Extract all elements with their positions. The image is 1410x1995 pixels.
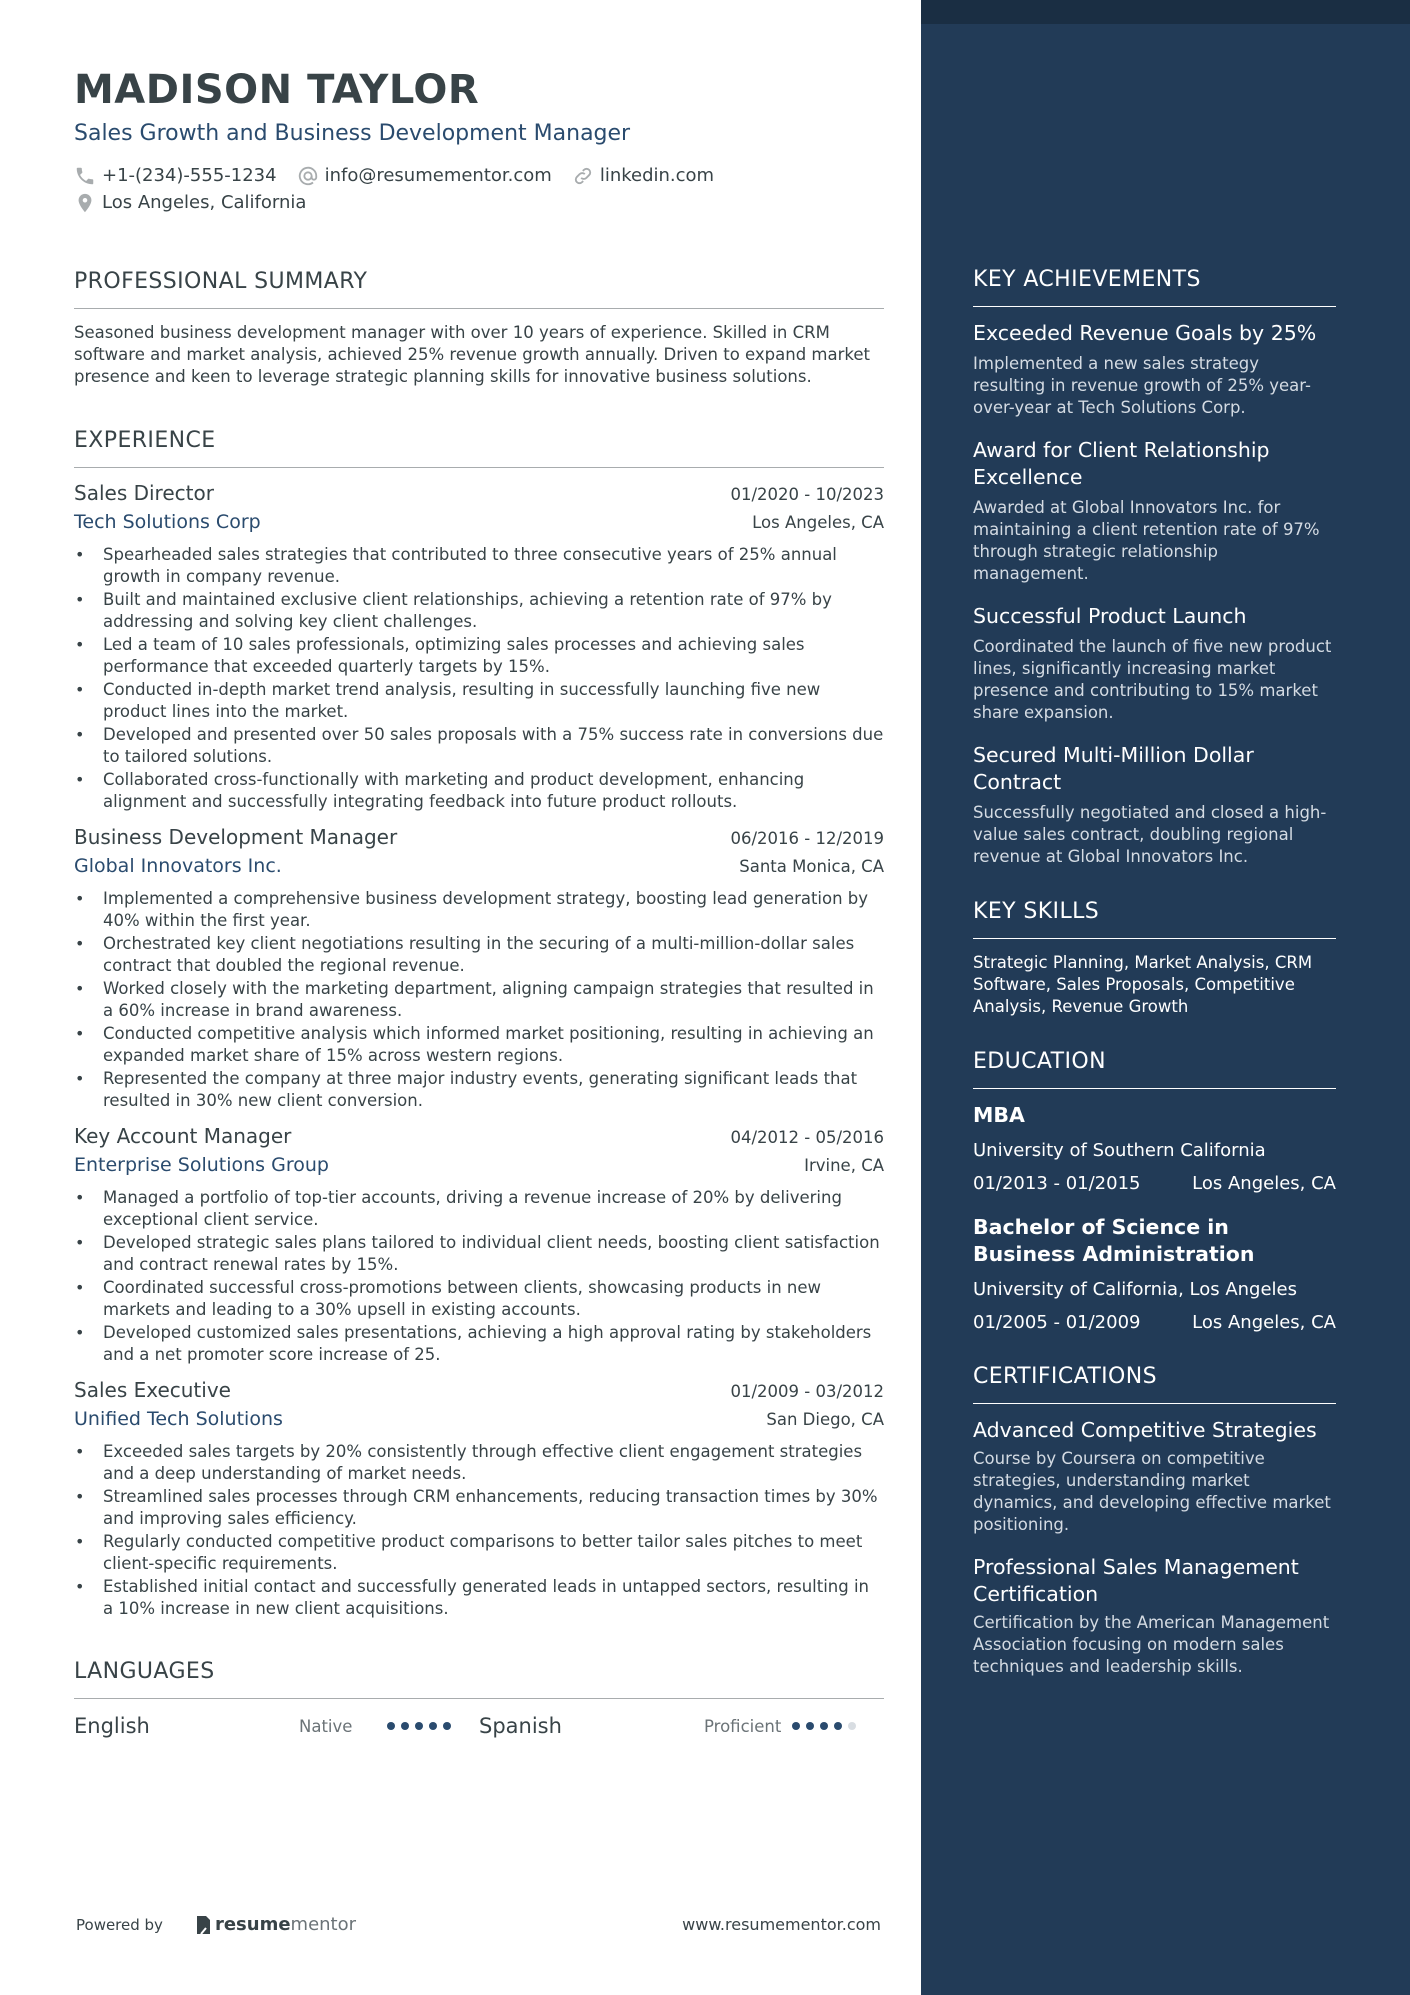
job-company: Tech Solutions Corp <box>74 511 261 533</box>
job-location: Irvine, CA <box>804 1156 884 1175</box>
contact-block <box>74 162 884 216</box>
summary-heading: PROFESSIONAL SUMMARY <box>74 268 884 309</box>
job-bullet: • Developed strategic sales plans tailored to individual client needs, boosting client satisfaction and contract renewal rates by 15%. <box>74 1232 884 1276</box>
job-bullet: • Conducted in-depth market trend analysis, resulting in successfully launching five new product lines into the market. <box>74 679 884 723</box>
education-degree: Bachelor of Science in Business Administration <box>973 1215 1255 1266</box>
link-icon <box>572 165 594 187</box>
job-bullet: • Streamlined sales processes through CRM enhancements, reducing transaction times by 30% and improving sales efficiency. <box>74 1486 884 1530</box>
summary-text: Seasoned business development manager with over 10 years of experience. Skilled in CRM software and market analysis, achieved 25% revenue growth annually. Driven to expand market presence and keen to leverage strategic planning skills for innovative business solutions. <box>74 323 870 386</box>
experience-section <box>74 427 884 1620</box>
at-icon <box>297 165 319 187</box>
education-school: University of California, Los Angeles <box>973 1279 1298 1300</box>
job-role: Key Account Manager <box>74 1124 292 1148</box>
education-location: Los Angeles, CA <box>1192 1312 1336 1333</box>
job-dates: 01/2009 - 03/2012 <box>730 1382 884 1401</box>
languages-row <box>74 1712 884 1740</box>
candidate-name: MADISON TAYLOR <box>74 67 480 113</box>
experience-heading: EXPERIENCE <box>74 427 884 468</box>
job-bullet: • Orchestrated key client negotiations resulting in the securing of a multi-million-dollar sales contract that doubled the regional revenue. <box>74 933 884 977</box>
language-level: Native <box>299 1716 353 1736</box>
job-bullet: • Exceeded sales targets by 20% consistently through effective client engagement strategies and a deep understanding of market needs. <box>74 1441 884 1485</box>
brand-light: mentor <box>290 1914 357 1935</box>
job-location: Santa Monica, CA <box>739 857 884 876</box>
job-bullet: • Developed customized sales presentations, achieving a high approval rating by stakeholders and a net promoter score increase of 25. <box>74 1322 884 1366</box>
job-bullets <box>74 544 884 813</box>
job-bullet: • Established initial contact and successfully generated leads in untapped sectors, resulting in a 10% increase in new client acquisitions. <box>74 1576 884 1620</box>
job-entry <box>74 1124 884 1366</box>
achievement-title: Secured Multi-Million Dollar Contract <box>973 743 1254 794</box>
job-entry <box>74 1378 884 1620</box>
job-role: Sales Executive <box>74 1378 231 1402</box>
education-degree: MBA <box>973 1103 1025 1127</box>
job-bullet: • Coordinated successful cross-promotions between clients, showcasing products in new markets and leading to a 30% upsell in existing accounts. <box>74 1277 884 1321</box>
skills-text: Strategic Planning, Market Analysis, CRM Software, Sales Proposals, Competitive Analysis, Revenue Growth <box>973 953 1313 1016</box>
job-role: Sales Director <box>74 481 214 505</box>
skills-heading: KEY SKILLS <box>973 898 1336 939</box>
education-dates: 01/2005 - 01/2009 <box>973 1312 1141 1333</box>
email-text: info@resumementor.com <box>324 165 552 186</box>
education-heading: EDUCATION <box>973 1048 1336 1089</box>
job-bullet: • Collaborated cross-functionally with marketing and product development, enhancing alignment and successfully integrating feedback into future product rollouts. <box>74 769 884 813</box>
job-bullets <box>74 1187 884 1366</box>
job-dates: 04/2012 - 05/2016 <box>730 1128 884 1147</box>
education-section <box>973 1048 1336 1333</box>
rating-dot-filled <box>443 1722 451 1730</box>
contact-phone <box>74 165 277 187</box>
job-location: San Diego, CA <box>766 1410 884 1429</box>
skills-section <box>973 898 1336 1018</box>
location-text: Los Angeles, California <box>102 192 307 213</box>
language-name: Spanish <box>479 1714 562 1738</box>
job-company: Enterprise Solutions Group <box>74 1154 329 1176</box>
rating-dot-filled <box>834 1722 842 1730</box>
achievements-heading: KEY ACHIEVEMENTS <box>973 266 1336 307</box>
achievement-title: Exceeded Revenue Goals by 25% <box>973 321 1317 345</box>
rating-dot-filled <box>792 1722 800 1730</box>
contact-row-2 <box>74 189 884 216</box>
job-bullet: • Conducted competitive analysis which informed market positioning, resulting in achieving an expanded market share of 15% across western regions. <box>74 1023 884 1067</box>
rating-dot-filled <box>387 1722 395 1730</box>
certification-desc: Certification by the American Management Association focusing on modern sales techniques and leadership skills. <box>973 1613 1330 1676</box>
sidebar-top-bar <box>921 0 1410 24</box>
achievement-title: Award for Client Relationship Excellence <box>973 438 1270 489</box>
job-role: Business Development Manager <box>74 825 398 849</box>
candidate-title: Sales Growth and Business Development Manager <box>74 121 631 146</box>
achievement-desc: Coordinated the launch of five new product lines, significantly increasing market presence and contributing to 15% market share expansion. <box>973 637 1332 722</box>
phone-icon <box>74 165 96 187</box>
education-school: University of Southern California <box>973 1140 1266 1161</box>
job-bullet: • Led a team of 10 sales professionals, optimizing sales processes and achieving sales performance that exceeded quarterly targets by 15%. <box>74 634 884 678</box>
resumementor-logo-icon <box>195 1915 211 1935</box>
job-bullet: • Worked closely with the marketing department, aligning campaign strategies that resulted in a 60% increase in brand awareness. <box>74 978 884 1022</box>
job-bullet: • Built and maintained exclusive client relationships, achieving a retention rate of 97% by addressing and solving key client challenges. <box>74 589 884 633</box>
rating-dot-empty <box>848 1722 856 1730</box>
language-level: Proficient <box>704 1716 782 1736</box>
job-bullet: • Developed and presented over 50 sales proposals with a 75% success rate in conversions due to tailored solutions. <box>74 724 884 768</box>
language-rating <box>387 1722 457 1730</box>
powered-by-label: Powered by <box>76 1915 163 1934</box>
certifications-section <box>973 1363 1336 1678</box>
contact-email <box>297 165 552 187</box>
job-dates: 01/2020 - 10/2023 <box>730 485 884 504</box>
languages-section <box>74 1658 884 1740</box>
rating-dot-filled <box>415 1722 423 1730</box>
rating-dot-filled <box>806 1722 814 1730</box>
achievements-section <box>973 266 1336 868</box>
certification-title: Professional Sales Management Certification <box>973 1555 1299 1606</box>
job-company: Global Innovators Inc. <box>74 855 282 877</box>
job-entry <box>74 481 884 813</box>
contact-location <box>74 192 306 214</box>
contact-linkedin <box>572 165 714 187</box>
job-bullets <box>74 1441 884 1620</box>
rating-dot-filled <box>820 1722 828 1730</box>
education-location: Los Angeles, CA <box>1192 1173 1336 1194</box>
achievement-desc: Implemented a new sales strategy resulting in revenue growth of 25% year-over-year at Tech Solutions Corp. <box>973 354 1311 417</box>
job-bullet: • Implemented a comprehensive business development strategy, boosting lead generation by 40% within the first year. <box>74 888 884 932</box>
rating-dot-filled <box>429 1722 437 1730</box>
contact-row-1 <box>74 162 884 189</box>
job-bullets <box>74 888 884 1112</box>
job-location: Los Angeles, CA <box>752 513 884 532</box>
linkedin-text: linkedin.com <box>599 165 715 186</box>
language-name: English <box>74 1714 150 1738</box>
education-dates: 01/2013 - 01/2015 <box>973 1173 1141 1194</box>
language-item <box>479 1714 884 1738</box>
powered-by <box>76 1914 356 1935</box>
achievement-title: Successful Product Launch <box>973 604 1247 628</box>
certification-desc: Course by Coursera on competitive strategies, understanding market dynamics, and developing effective market positioning. <box>973 1449 1331 1534</box>
summary-section <box>74 268 884 388</box>
phone-text: +1-(234)-555-1234 <box>102 165 277 186</box>
job-bullet: • Represented the company at three major industry events, generating significant leads that resulted in 30% new client conversion. <box>74 1068 884 1112</box>
certifications-heading: CERTIFICATIONS <box>973 1363 1336 1404</box>
achievement-desc: Successfully negotiated and closed a high-value sales contract, doubling regional revenue at Global Innovators Inc. <box>973 803 1327 866</box>
job-dates: 06/2016 - 12/2019 <box>730 829 884 848</box>
job-entry <box>74 825 884 1112</box>
certification-title: Advanced Competitive Strategies <box>973 1418 1317 1442</box>
sidebar-column <box>921 0 1410 1995</box>
achievement-desc: Awarded at Global Innovators Inc. for maintaining a client retention rate of 97% through strategic relationship management. <box>973 498 1320 583</box>
location-pin-icon <box>74 192 96 214</box>
language-item <box>74 1714 479 1738</box>
language-rating <box>792 1722 862 1730</box>
brand-bold: resume <box>214 1914 291 1935</box>
website-link[interactable]: www.resumementor.com <box>682 1915 881 1934</box>
job-company: Unified Tech Solutions <box>74 1408 283 1430</box>
languages-heading: LANGUAGES <box>74 1658 884 1699</box>
footer <box>76 1914 881 1935</box>
job-bullet: • Regularly conducted competitive product comparisons to better tailor sales pitches to meet client-specific requirements. <box>74 1531 884 1575</box>
rating-dot-filled <box>401 1722 409 1730</box>
job-bullet: • Spearheaded sales strategies that contributed to three consecutive years of 25% annual growth in company revenue. <box>74 544 884 588</box>
job-bullet: • Managed a portfolio of top-tier accounts, driving a revenue increase of 20% by delivering exceptional client service. <box>74 1187 884 1231</box>
